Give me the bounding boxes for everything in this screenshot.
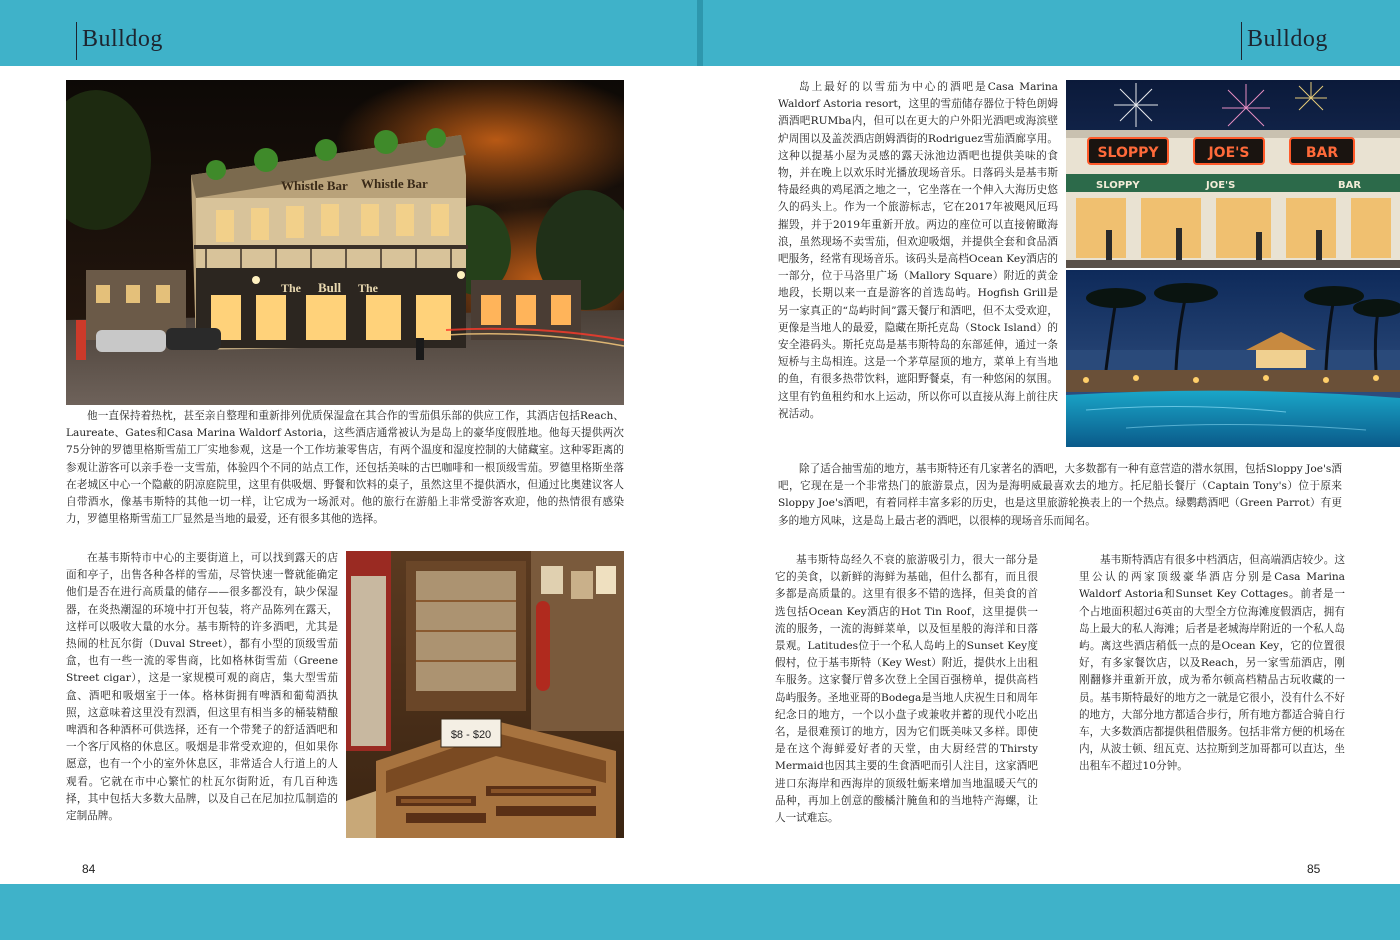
right-famous-bars-paragraph: 除了适合抽雪茄的地方，基韦斯特还有几家著名的酒吧，大多数都有一种有意营造的潜水氛围，包括Sloppy Joe's酒吧，它现在是一个非常热门的旅游景点，因为是海明威最喜欢去的地方。托尼船长餐厅（Captain Tony's）位于原来Sloppy Joe's酒吧，有着同样丰富多彩的历史，也是这里旅游轮换表上的一个热点。绿鹦鹉酒吧（Green Parrot）有更多的地方风味，这是岛上最古老的酒吧，以很棒的现场音乐而闻名。	[778, 463, 1342, 527]
brand-rule-right	[1241, 22, 1242, 60]
neon-sloppy: SLOPPY	[1097, 145, 1159, 161]
sign-whistle-bar-1: Whistle Bar	[281, 178, 348, 193]
photo-sloppy-joes-bar	[1066, 80, 1400, 268]
left-shops-paragraph: 在基韦斯特市中心的主要街道上，可以找到露天的店面和亭子，出售各种各样的雪茄，尽管快速一瞥就能确定他们是否在进行高质量的储存——很多都没有，缺少保湿器，在炎热潮湿的环境中打开包装，将产品陈列在露天，这样可以吸收大量的水分。基韦斯特的许多酒吧，尤其是热闹的杜瓦尔街（Duval Street），都有小型的顶级雪茄盒，也有一些一流的零售商，比如格林街雪茄（Greene Street cigar），这是一家规模可观的商店，集大型雪茄盒、酒吧和吸烟室于一体。格林街拥有啤酒和葡萄酒执照，这意味着这里没有烈酒，但这里有相当多的桶装精酿啤酒和各种酒杯可供选择，还有一个带凳子的舒适酒吧和一个客厅风格的休息区。吸烟是非常受欢迎的，但如果你愿意，也有一个小的室外休息区，非常适合人行道上的人观看。它就在市中心繁忙的杜瓦尔街附近，有几百种选择，其中包括大多数大品牌，以及自己在尼加拉瓜制造的定制品牌。	[66, 552, 338, 823]
sign-the-2: The	[358, 281, 379, 295]
brand-left: Bulldog	[82, 26, 163, 52]
lower-sign-bar: BAR	[1338, 180, 1362, 191]
sign-whistle-bar-2: Whistle Bar	[361, 176, 428, 191]
right-food-paragraph: 基韦斯特岛经久不衰的旅游吸引力，很大一部分是它的美食，以新鲜的海鲜为基础，但什么都有，而且很多都是高质量的。这里有很多不错的选择，但美食的首选包括Ocean Key酒店的Hot Tin Roof，这里提供一流的服务，一流的海鲜菜单，以及恒星般的海洋和日落景观。Latitudes位于一个私人岛屿上的Sunset Key度假村，位于基韦斯特（Key West）附近，提供水上出租车服务。这家餐厅曾多次登上全国百强榜单，提供高档岛屿服务。圣地亚哥的Bodega是当地人庆祝生日和周年纪念日的地方，一个以小盘子或兼收并蓄的现代小吃出名，是很难预订的地方，因为它们既美味又多样。即使是在这个海鲜爱好者的天堂，由大厨经营的Thirsty Mermaid也因其主要的生食酒吧而引人注目，这家酒吧进口东海岸和西海岸的顶级牡蛎来增加当地温暖天气的品种，再加上创意的酸橘汁腌鱼和的当地特产海螺，让人一试难忘。	[775, 554, 1038, 825]
sign-bull: Bull	[318, 280, 342, 295]
right-hotels-paragraph: 基韦斯特酒店有很多中档酒店，但高端酒店较少。这里公认的两家顶级豪华酒店分别是Casa Marina Waldorf Astoria和Sunset Key Cottages。前者是一个占地面积超过6英亩的大型全方位海滩度假酒店，拥有岛上最大的私人海滩；后者是老城海岸附近的一个私人岛屿。离这些酒店稍低一点的是Ocean Key，它的位置很好，有多家餐饮店，以及Reach，另一家雪茄酒店，刚刚翻修并重新开放，成为希尔顿高档精品古玩收藏的一员。基韦斯特最好的地方之一就是它很小，没有什么不好的地方，大部分地方都适合步行，所有地方都适合骑自行车，大多数酒店都提供租借服务。包括非常方便的机场在内，从波士顿、纽瓦克、达拉斯到芝加哥都可以直达，坐出租车不超过10分钟。	[1079, 554, 1345, 773]
brand-right: Bulldog	[1247, 26, 1328, 52]
page-number-right: 85	[1307, 862, 1321, 876]
left-intro-paragraph: 他一直保持着热枕，甚至亲自整理和重新排列优质保湿盒在其合作的雪茄俱乐部的供应工作，其酒店包括Reach、Laureate、Gates和Casa Marina Waldorf Astoria，这些酒店通常被认为是岛上的豪华度假胜地。他每天提供两次75分钟的罗德里格斯雪茄工厂实地参观，这是一个工作坊兼零售店，有两个温度和湿度控制的大储藏室。这种零距离的参观让游客可以亲手卷一支雪茄，体验四个不同的站点工作，还包括美味的古巴咖啡和一根顶级雪茄。罗德里格斯坐落在老城区中心一个隐蔽的阴凉庭院里，这里有供吸烟、野餐和饮料的桌子，虽然这里不提供酒水，但通过比奥建议客人自带酒水，像基韦斯特的其他一切一样，让它成为一场派对。他的旅行在游船上非常受游客欢迎，他的热情很有感染力，罗德里格斯雪茄工厂显然是当地的最爱，还有很多其他的选择。	[66, 410, 624, 526]
neon-bar: BAR	[1305, 145, 1339, 161]
lower-sign-joes: JOE'S	[1206, 180, 1236, 191]
gutter-divider	[697, 0, 703, 66]
photo-whistle-bar-night	[66, 80, 624, 405]
sign-the-1: The	[281, 281, 302, 295]
photo-pool-night	[1066, 270, 1400, 447]
photo-cigar-shop	[346, 551, 624, 838]
page-number-left: 84	[82, 862, 96, 876]
brand-rule-left	[76, 22, 77, 60]
right-bars-paragraph: 岛上最好的以雪茄为中心的酒吧是Casa Marina Waldorf Astoria resort，这里的雪茄储存器位于特色朗姆酒酒吧RUMba内，但可以在更大的户外阳光酒吧或海滨壁炉周围以及盖茨酒店朗姆酒街的Rodriguez雪茄酒廊享用。这种以提基小屋为灵感的露天泳池边酒吧也提供美味的食物，并在晚上以欢乐时光播放现场音乐。日落码头是基韦斯特最经典的鸡尾酒之地之一，它坐落在一个伸入大海历史悠久的码头上。作为一个旅游标志，它在2017年被飓风厄玛摧毁，并于2019年重新开放。两边的座位可以直接俯瞰海浪，虽然现场不卖雪茄，但欢迎吸烟，并提供全套和食品酒吧服务，经常有现场音乐。该码头是高档Ocean Key酒店的一部分，位于马洛里广场（Mallory Square）附近的黄金地段，长期以来一直是游客的首选岛屿。Hogfish Grill是另一家真正的“岛屿时间”露天餐厅和酒吧，但不太受欢迎，更像是当地人的最爱，隐藏在斯托克岛（Stock Island）的安全港码头。斯托克岛是基韦斯特岛的东部延伸，通过一条短桥与主岛相连。这是一个茅草屋顶的地方，菜单上有当地的鱼，有很多热带饮料，遮阳野餐桌，有一种悠闲的氛围。这里有钓鱼租约和水上运动，所以你可以直接从海上前往庆祝活动。	[778, 81, 1058, 420]
lower-sign-sloppy: SLOPPY	[1096, 180, 1140, 191]
neon-joes: JOE'S	[1208, 145, 1250, 161]
footer-band	[0, 884, 1400, 940]
cigar-price-sign: $8 - $20	[450, 729, 492, 741]
